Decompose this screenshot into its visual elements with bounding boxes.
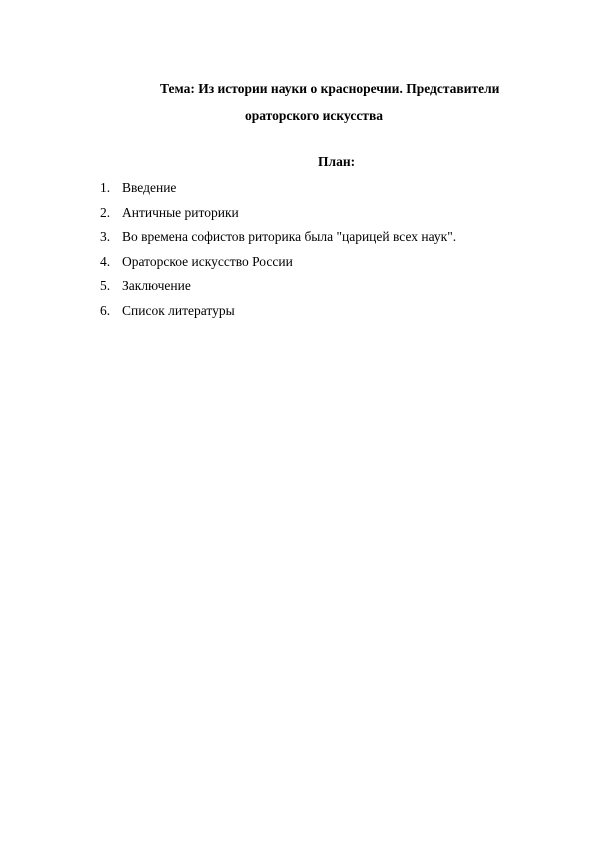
plan-item-number: 1. — [100, 180, 111, 195]
plan-item-number: 2. — [100, 204, 111, 220]
plan-item-number: 3. — [100, 229, 111, 245]
plan-heading: План: — [318, 154, 356, 169]
plan-item-text: Введение — [122, 180, 177, 195]
plan-item-text: Заключение — [122, 278, 191, 294]
plan-item-text: Античные риторики — [122, 204, 239, 220]
plan-item-number: 4. — [100, 253, 111, 269]
plan-item-number: 5. — [100, 278, 111, 294]
plan-item-2 — [100, 205, 456, 230]
plan-item-1 — [100, 180, 456, 205]
plan-item-3 — [100, 229, 456, 254]
plan-item-text: Список литературы — [122, 302, 235, 318]
plan-item-text: Ораторское искусство России — [122, 253, 293, 269]
document-title-line-2: ораторского искусства — [245, 108, 383, 123]
plan-item-number: 6. — [100, 302, 111, 318]
plan-item-4 — [100, 254, 456, 279]
plan-item-6 — [100, 303, 456, 328]
plan-list — [100, 180, 456, 328]
plan-item-5 — [100, 278, 456, 303]
plan-item-text: Во времена софистов риторика была "царицей всех наук". — [122, 229, 457, 245]
document-title-line-1: Тема: Из истории науки о красноречии. Представители — [160, 81, 500, 96]
